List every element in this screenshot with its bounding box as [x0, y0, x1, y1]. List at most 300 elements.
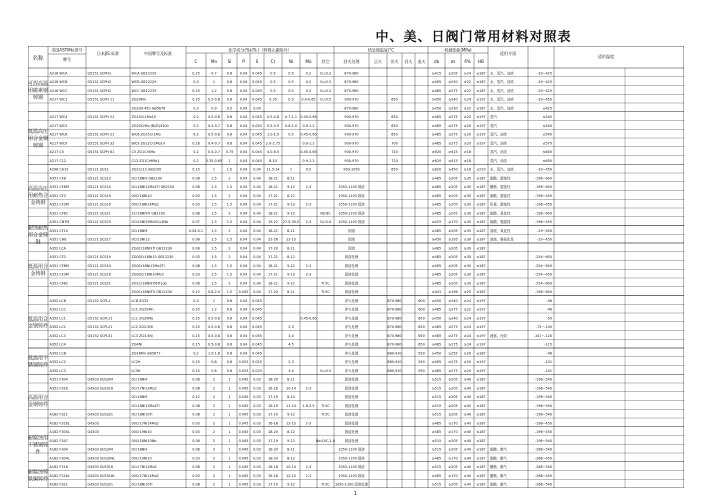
table-cell: ≥24	[463, 342, 472, 347]
table-cell: 9-12	[287, 412, 295, 417]
table-cell: 0.045	[252, 325, 262, 330]
table-cell: -29~450	[537, 237, 552, 242]
table-cell: LC3H	[131, 368, 141, 373]
table-cell: 9-13	[287, 438, 295, 443]
table-cell: 0.04	[239, 255, 248, 260]
table-cell: ≥275	[448, 360, 458, 365]
table-cell: 1050-1100 固溶	[338, 185, 365, 190]
table-cell: 0.03	[192, 202, 200, 207]
table-cell: ≤187	[476, 456, 486, 461]
table-cell: 0.04	[239, 272, 248, 277]
header-mech-col: σb	[433, 59, 440, 64]
table-cell: 溶液、氧化性	[490, 228, 511, 233]
page-title-text: 中、美、日阀门常用材料对照表	[375, 30, 572, 45]
table-cell: 0.5-0.9	[266, 123, 280, 128]
table-cell: 18-20	[268, 447, 278, 452]
table-cell: A351 CF3	[49, 193, 66, 198]
table-cell: 4.0-6.5	[266, 150, 280, 155]
table-cell: 0.5-0.8	[207, 132, 221, 137]
table-cell: -46	[546, 298, 552, 303]
table-cell: ≥450	[431, 106, 442, 111]
table-cell: 0.03	[253, 395, 261, 400]
table-cell: 2	[212, 473, 216, 478]
table-cell: -196~450	[534, 430, 552, 435]
table-cell: 1.5	[226, 167, 233, 172]
header-jp: 日本JIS 标准	[96, 51, 120, 56]
table-cell: 1.5	[226, 220, 233, 225]
table-cell: 1	[228, 430, 231, 435]
table-cell: 0.08	[192, 185, 200, 190]
table-cell: 水、蒸汽、油类	[490, 71, 514, 76]
table-cell: ≥205	[448, 386, 458, 391]
table-cell: 0Cr18Ni9	[131, 228, 148, 233]
table-cell: 0.6	[226, 333, 233, 338]
table-cell: 18-20	[268, 456, 278, 461]
table-cell: 0.045	[238, 482, 249, 487]
group-label: 件	[35, 449, 41, 456]
table-cell: 0.7-1.1	[284, 115, 298, 120]
table-cell: 0.03	[192, 255, 200, 260]
table-cell: 淬火处理	[344, 342, 359, 347]
table-cell: ≥205	[448, 395, 458, 400]
table-cell: 590	[418, 360, 425, 365]
table-cell: 0.04	[253, 185, 261, 190]
table-cell: 0.04	[253, 202, 261, 207]
table-cell: 0.08	[192, 412, 200, 417]
table-cell: G5151 SCPH 61	[87, 150, 115, 155]
table-cell: 固溶处理	[344, 272, 359, 277]
table-cell: 8-10	[269, 158, 277, 163]
table-cell: WC6 ZG15Cr1Mo	[131, 132, 161, 137]
table-cell: 900-970	[344, 115, 359, 120]
table-cell: C5 ZG1Cr5Mo	[131, 150, 156, 155]
table-cell: 0.045	[238, 456, 249, 461]
table-cell: 1	[228, 421, 231, 426]
table-cell: 0.6	[226, 123, 233, 128]
table-cell: 1050-1100 固溶处理	[334, 482, 369, 487]
table-cell: ≥485	[431, 132, 442, 137]
table-cell: 0.8	[211, 368, 217, 373]
table-cell: Cu:0.3	[319, 80, 332, 85]
table-cell: 18-21	[268, 281, 278, 286]
table-cell: ≥25	[463, 290, 472, 295]
table-cell: ≥275	[448, 368, 458, 373]
table-cell: ≥196	[448, 290, 458, 295]
table-cell: 淬火处理	[344, 333, 359, 338]
table-cell: 0.12	[192, 395, 200, 400]
header-chem-col: P	[242, 59, 245, 64]
table-cell: 0.04	[239, 158, 248, 163]
table-cell: 17-19	[268, 412, 278, 417]
table-cell: A351 CF3	[49, 255, 66, 260]
table-cell: 1050-1100 固溶	[338, 447, 365, 452]
table-cell: 1.5	[211, 211, 217, 216]
table-cell: 0.04	[239, 246, 248, 251]
table-cell: 8-12	[287, 456, 295, 461]
table-cell: 0.045	[252, 71, 262, 76]
table-cell: 3-4	[288, 368, 294, 373]
table-cell: ≥205	[448, 185, 458, 190]
table-cell: ≥205	[448, 228, 458, 233]
table-cell: ≥18	[463, 167, 472, 172]
table-cell: -268~540	[534, 482, 552, 487]
table-cell: G5121 SCS16	[87, 272, 111, 277]
table-cell: 固溶	[348, 246, 355, 251]
table-cell: 2	[212, 412, 216, 417]
table-cell: 650	[391, 132, 398, 137]
table-cell: 0.2	[193, 123, 199, 128]
table-cell: 00Cr18Ni14Mo2	[131, 202, 159, 207]
table-cell: ≥415	[448, 150, 458, 155]
table-cell: -29~425	[537, 80, 552, 85]
table-cell: 2	[212, 482, 216, 487]
table-cell: 0.045	[238, 386, 249, 391]
table-cell: ≥40	[463, 430, 472, 435]
table-cell: A216 WCB	[49, 80, 68, 85]
table-cell: 0Cr18Ni10Ti	[131, 482, 153, 487]
table-cell: ≥35	[463, 193, 472, 198]
table-cell: 1.5	[211, 263, 217, 268]
table-cell: ≤187	[476, 395, 486, 400]
table-cell: 650	[418, 333, 425, 338]
table-cell: ≤187	[476, 220, 486, 225]
table-cell: -196~600	[534, 185, 552, 190]
table-cell: 0.12	[192, 290, 200, 295]
table-cell: 水、蒸汽、油类	[490, 80, 514, 85]
table-cell: 9-13	[287, 202, 295, 207]
table-cell: 1	[228, 377, 231, 382]
table-cell: 0.6	[226, 325, 233, 330]
table-cell: 590	[418, 368, 425, 373]
table-cell: 2-3	[305, 465, 312, 470]
table-cell: 醋酸、酸气	[490, 465, 507, 470]
table-cell: G5151 SCPH2	[87, 88, 112, 93]
table-cell: LC1 ZG20Mo	[131, 316, 154, 321]
table-cell: ≤425	[542, 106, 552, 111]
table-cell: 11-14	[286, 403, 296, 408]
table-cell: 固溶处理	[344, 263, 359, 268]
table-cell: 1050-1100 固溶	[338, 211, 365, 216]
table-cell: 900-970	[344, 132, 359, 137]
table-cell: 0.04	[239, 71, 248, 76]
table-cell: 00Cr18Ni10	[131, 193, 152, 198]
table-cell: 0.8-2.0	[207, 290, 221, 295]
table-cell: 2	[212, 421, 216, 426]
table-cell: A217 C5	[49, 150, 64, 155]
table-cell: 0.04	[239, 132, 248, 137]
table-cell: 880-910	[387, 360, 402, 365]
table-cell: 2	[212, 456, 216, 461]
table-cell: 1.5	[211, 220, 217, 225]
table-cell: 8-11	[287, 228, 295, 233]
table-cell: WCB GB12229	[131, 80, 157, 85]
table-cell: 0.04	[239, 281, 248, 286]
table-cell: G5121 SCS17	[87, 237, 111, 242]
table-cell: 固溶处理	[344, 281, 359, 286]
table-cell: 固溶	[348, 228, 355, 233]
table-cell: 22-26	[268, 237, 278, 242]
table-cell: 淬火处理	[344, 307, 359, 312]
table-cell: 00Cr19Ni10	[131, 430, 152, 435]
table-cell: ≥30	[463, 263, 472, 268]
group-label: 低温高压	[28, 129, 49, 135]
table-cell: -196~600	[534, 290, 552, 295]
table-cell: 900-970	[344, 158, 359, 163]
table-cell: ≤187	[476, 255, 486, 260]
table-cell: ≥275	[448, 123, 458, 128]
table-cell: 0.045	[252, 141, 262, 146]
table-cell: 1	[228, 482, 231, 487]
table-cell: -196~540	[534, 403, 552, 408]
table-cell: 9-12	[287, 263, 295, 268]
table-cell: 0.045	[252, 115, 262, 120]
table-cell: 0.08	[192, 281, 200, 286]
table-cell: 0.08	[192, 237, 200, 242]
table-cell: 液氨、丙烷	[490, 333, 507, 338]
table-cell: ≥40	[463, 377, 472, 382]
table-cell: 0.2	[193, 150, 199, 155]
table-cell: 0Cr18Ni10Ti	[131, 412, 153, 417]
table-cell: 0.04	[239, 351, 248, 356]
table-cell: 650	[391, 97, 398, 102]
table-cell: ≥450	[431, 351, 442, 356]
table-cell: G5121 SCS1	[87, 167, 109, 172]
table-cell: 0.5	[288, 80, 294, 85]
table-cell: 1.5	[211, 202, 217, 207]
table-cell: ≤187	[476, 71, 486, 76]
table-cell: ≥485	[431, 80, 442, 85]
table-cell: -196~450	[534, 421, 552, 426]
table-cell: 0.08	[192, 246, 200, 251]
table-cell: Ti:5C	[321, 482, 330, 487]
table-cell: ≥30	[463, 185, 472, 190]
table-cell: ≤187	[476, 80, 486, 85]
table-cell: A217 WC9	[49, 141, 68, 146]
table-cell: ≤229	[476, 167, 486, 172]
table-cell: G5151 SCPH2	[87, 80, 112, 85]
table-cell: ≤187	[476, 386, 486, 391]
table-cell: 0.6	[226, 342, 233, 347]
table-cell: 0.9-1.2	[302, 141, 315, 146]
table-cell: 900-970	[344, 150, 359, 155]
table-cell: ≤570	[542, 141, 552, 146]
table-cell: 0.08	[192, 377, 200, 382]
table-cell: 1050-1100 固溶	[338, 220, 365, 225]
table-cell: 00Cr17Ni14Mo2	[131, 473, 159, 478]
table-cell: 8-11	[287, 290, 295, 295]
table-cell: 2-3	[305, 185, 312, 190]
table-cell: 2	[212, 386, 216, 391]
table-cell: 0.04	[239, 211, 248, 216]
table-cell: 0Cr23Ni13	[131, 237, 150, 242]
table-cell: 0.045	[252, 80, 262, 85]
table-cell: G5152 SCPL31	[87, 333, 113, 338]
table-cell: 0Cr17Ni12Mo2	[131, 465, 157, 470]
table-cell: -101	[544, 368, 552, 373]
group-label: 高温高压	[28, 185, 49, 192]
table-cell: 8-12	[287, 255, 295, 260]
table-cell: -254~600	[534, 255, 552, 260]
group-label: 金钢铸件	[28, 323, 49, 330]
group-label: 用合金钢	[28, 136, 49, 142]
header-chem-col: Mn	[210, 59, 218, 64]
table-cell: ZG0Cr18Ni9Ti GB12230	[131, 290, 173, 295]
table-cell: 0.5	[288, 88, 294, 93]
table-cell: 0.6	[226, 115, 233, 120]
table-cell: A352 LC2	[49, 360, 66, 365]
table-cell: Ti:5C	[321, 290, 330, 295]
table-cell: 0.045	[252, 298, 262, 303]
table-cell: 0.04	[239, 220, 248, 225]
table-cell: 0.03	[192, 193, 200, 198]
table-cell: 2-3	[288, 325, 294, 330]
table-cell: 870-980	[387, 333, 402, 338]
table-cell: A352 LC1	[49, 316, 66, 321]
table-cell: G5151 SCPH 21	[87, 132, 115, 137]
table-cell: -254~600	[534, 281, 552, 286]
table-cell: ≥30	[463, 246, 472, 251]
table-cell: 0.08	[192, 263, 200, 268]
table-cell: 0.9-1.2	[302, 123, 315, 128]
table-cell: 2-3	[305, 220, 312, 225]
table-cell: 2-3	[305, 202, 312, 207]
table-cell: 17-21	[268, 255, 278, 260]
table-cell: G4303 SUS304	[87, 377, 114, 382]
table-cell: ≤197	[476, 368, 486, 373]
table-cell: ≥24	[463, 97, 472, 102]
table-cell: 1	[228, 438, 231, 443]
table-cell: 0Cr20Ni29Mo3Cu3Nb	[131, 220, 169, 225]
table-cell: 硝酸、酸气	[490, 447, 507, 452]
table-cell: ≥450	[431, 316, 442, 321]
table-cell: 硝酸、酸气	[490, 482, 507, 487]
table-cell: ≥24	[463, 325, 472, 330]
table-cell: G4303 SUS321	[87, 412, 114, 417]
table-cell: 0.6	[226, 351, 233, 356]
table-cell: 720	[391, 158, 398, 163]
table-cell: G4303 SUS321	[87, 482, 114, 487]
table-cell: -268~540	[534, 447, 552, 452]
table-cell: ≥485	[431, 325, 442, 330]
table-cell: 2	[212, 438, 216, 443]
table-cell: 17-20	[268, 290, 278, 295]
group-label: 可焊高温	[28, 80, 49, 87]
table-cell: 0.04	[253, 237, 261, 242]
table-cell: 2	[228, 176, 231, 181]
table-cell: ≤187	[476, 263, 486, 268]
table-cell: 0.04	[253, 220, 261, 225]
table-cell: ≥18	[463, 158, 472, 163]
header-temp: 适用温度	[597, 54, 615, 59]
table-cell: ≥255	[448, 351, 458, 356]
table-cell: -196~450	[534, 202, 552, 207]
table-cell: 2	[212, 403, 216, 408]
table-cell: 0.3	[193, 80, 199, 85]
table-cell: -196~540	[534, 386, 552, 391]
table-cell: ≤187	[476, 106, 486, 111]
group-label: 用耐热合	[28, 192, 49, 199]
table-cell: 2	[212, 430, 216, 435]
table-cell: 0.08	[192, 211, 200, 216]
group-label: 耐蚀耐热	[28, 225, 49, 232]
table-cell: A182 F347	[49, 438, 68, 443]
header-heat-col: 回火处理	[343, 59, 360, 64]
table-cell: A182 F321	[49, 412, 68, 417]
group-label: 低温用不	[28, 355, 49, 362]
table-cell: 0.5	[270, 71, 276, 76]
table-cell: 0.03	[253, 473, 261, 478]
table-cell: 18-21	[268, 228, 278, 233]
table-cell: ≥24	[463, 316, 472, 321]
table-cell: 0.5	[305, 167, 312, 172]
table-cell: ≥205	[448, 263, 458, 268]
table-cell: 18-20	[268, 377, 278, 382]
table-cell: ≥24	[463, 298, 472, 303]
table-cell: 0.08	[192, 438, 200, 443]
table-cell: 8-12	[287, 193, 295, 198]
table-cell: 尿素、腐蚀性	[490, 202, 511, 207]
table-cell: -101~-120	[533, 333, 552, 338]
group-label: 耐腐蚀铸	[28, 469, 49, 476]
table-cell: 2-3	[305, 421, 312, 426]
table-cell: 12-15	[286, 237, 296, 242]
table-cell: 0.04	[239, 150, 248, 155]
table-cell: 0.5-0.8	[266, 115, 280, 120]
table-cell: ≥40	[463, 482, 472, 487]
table-cell: ≥205	[448, 193, 458, 198]
table-cell: 淬火处理	[344, 360, 359, 365]
table-cell: ZG0Cr18Ni9Ti GB12230	[131, 246, 173, 251]
table-cell: 1050-1100 固溶	[338, 193, 365, 198]
table-cell: 0.03	[253, 465, 261, 470]
table-cell: ZG1Cr18Ni9Ti6Ti1ob	[131, 281, 167, 286]
table-cell: 0.04	[253, 106, 261, 111]
table-cell: 1	[228, 395, 231, 400]
table-cell: G5152 SCPL11	[87, 316, 113, 321]
table-cell: ≥485	[431, 456, 442, 461]
table-cell: ≤187	[476, 237, 486, 242]
table-cell: ≥20	[463, 351, 472, 356]
table-cell: 00Cr19Ni10	[131, 456, 152, 461]
table-cell: 0.04	[253, 263, 261, 268]
table-cell: 0.35-0.65	[205, 158, 223, 163]
table-cell: A217 C12	[49, 158, 67, 163]
group-label: 金铸钢	[30, 199, 46, 206]
table-cell: 0.6	[226, 97, 233, 102]
table-cell: G5121 SCS19	[87, 255, 111, 260]
table-cell: ≥40	[463, 395, 472, 400]
table-cell: ≤540	[542, 115, 552, 120]
table-cell: 0.045	[238, 438, 249, 443]
table-cell: 2-3	[305, 272, 312, 277]
table-cell: ≤187	[476, 290, 486, 295]
table-cell: G4303 SUS316L	[87, 473, 115, 478]
table-cell: ≥275	[448, 342, 458, 347]
table-cell: 0.03	[192, 473, 200, 478]
table-cell: 0.5-0.8	[207, 325, 221, 330]
table-cell: 0.4-0.65	[301, 97, 316, 102]
table-cell: Cu:0.3	[319, 71, 332, 76]
table-cell: 0.04	[239, 202, 248, 207]
table-cell: 0.25	[192, 97, 200, 102]
table-cell: 0.025	[252, 368, 262, 373]
table-cell: A296 CA15	[49, 167, 69, 172]
table-cell: ≤197	[476, 298, 486, 303]
table-cell: 0.2	[193, 351, 199, 356]
table-cell: ≤197	[476, 307, 486, 312]
table-cell: 0.5	[288, 132, 294, 137]
table-cell: 1	[212, 167, 216, 172]
